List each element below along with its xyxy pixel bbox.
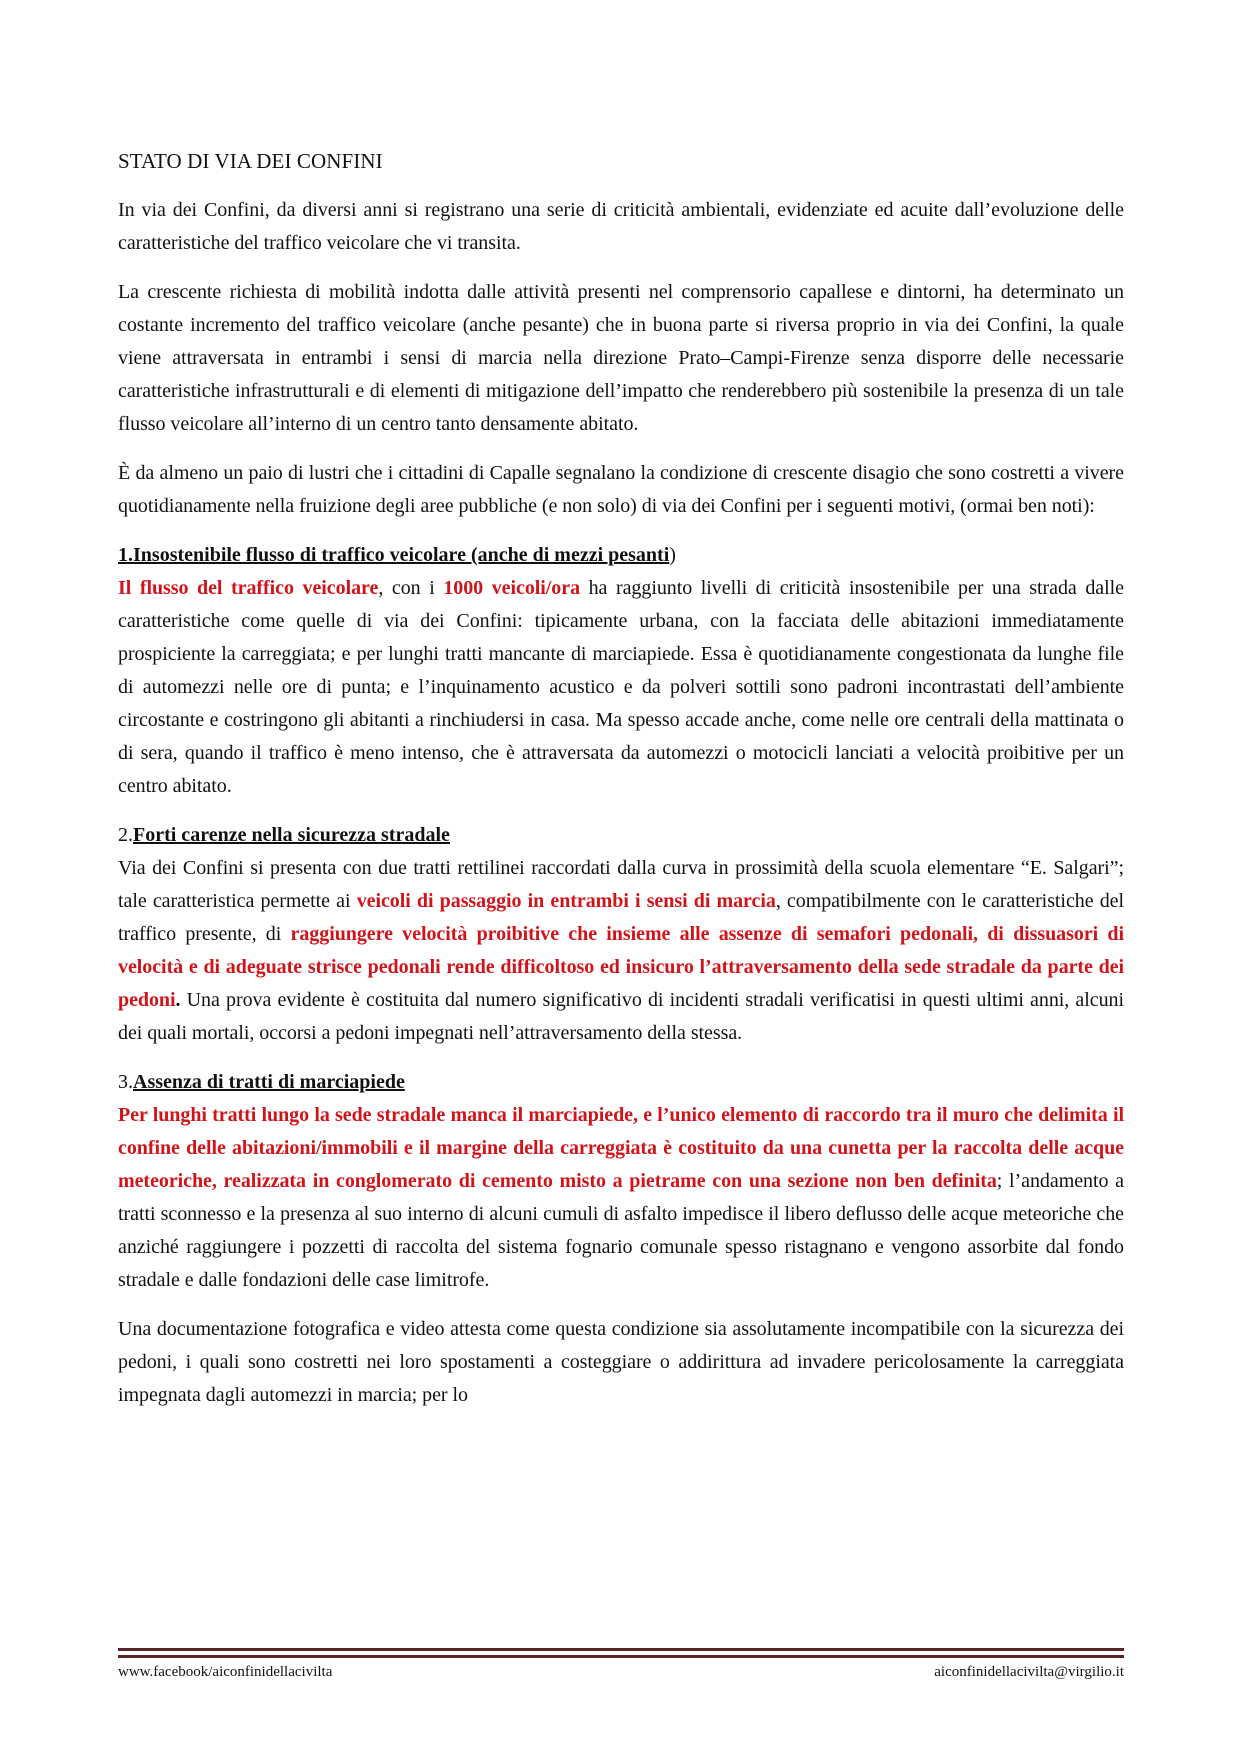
intro-paragraph-3: È da almeno un paio di lustri che i cittadini di Capalle segnalano la condizione di crescente disagio che sono costretti a vivere quotidianamente nella fruizione degli aree pubbliche (e non solo) di via dei Confini per i seguenti motivi, (ormai ben noti): xyxy=(118,462,1124,517)
section-2-title: Forti carenze nella sicurezza stradale xyxy=(133,824,450,846)
body-text: . xyxy=(175,989,181,1011)
page-footer xyxy=(118,1662,1124,1682)
body-text: Via dei Confini si presenta con due tratti rettilinei raccordati dalla curva in prossimità della scuola elementare “E. Salgari”; tale caratteristica permette ai xyxy=(118,857,1124,912)
section-2-number: 2. xyxy=(118,824,133,846)
closing-paragraph: Una documentazione fotografica e video attesta come questa condizione sia assolutamente incompatibile con la sicurezza dei pedoni, i quali sono costretti nei loro spostamenti a costeggiare o addirittura ad invadere pericolosamente la carreggiata impegnata dagli automezzi in marcia; per lo xyxy=(118,1318,1124,1406)
section-1-heading xyxy=(118,539,1124,572)
body-text: ha raggiunto livelli di criticità insostenibile per una strada dalle caratteristiche come quelle di via dei Confini: tipicamente urbana, con la facciata delle abitazioni immediatamente prospiciente la carreggiata; e per lunghi tratti mancante di marciapiede. Essa è quotidianamente congestionata da lunghe file di automezzi nelle ore di punta; e l’inquinamento acustico e da polveri sottili sono padroni incontrastati dell’ambiente circostante e costringono gli abitanti a rinchiudersi in casa. Ma spesso accade anche, come nelle ore centrali della mattinata o di sera, quando il traffico è meno intenso, che è attraversata da automezzi o motocicli lanciati a velocità proibitive per un centro abitato. xyxy=(118,577,1124,797)
section-3-number: 3. xyxy=(118,1071,133,1093)
section-3-heading xyxy=(118,1066,1124,1099)
body-text: , compatibilmente con le caratteristiche del traffico presente, di xyxy=(118,890,1124,945)
body-text: ; l’andamento a tratti sconnesso e la presenza al suo interno di alcuni cumuli di asfalto impedisce il libero deflusso delle acque meteoriche che anziché raggiungere i pozzetti di raccolta del sistema fognario comunale spesso ristagnano e vengono assorbite dal fondo stradale e dalle fondazioni delle case limitrofe. xyxy=(118,1170,1124,1291)
emphasis-text: Il flusso del traffico veicolare xyxy=(118,577,379,599)
body-text: Una prova evidente è costituita dal numero significativo di incidenti stradali verificatisi in questi ultimi anni, alcuni dei quali mortali, occorsi a pedoni impegnati nell’attraversamento della stessa. xyxy=(118,989,1124,1044)
section-1-number: 1. xyxy=(118,544,133,566)
emphasis-text: veicoli di passaggio in entrambi i sensi di marcia xyxy=(356,890,776,912)
emphasis-text: raggiungere velocità proibitive che insieme alle assenze di semafori pedonali, di dissuasori di velocità e di adeguate strisce pedonali rende difficoltoso ed insicuro l’attraversamento della sede stradale da parte dei pedoni xyxy=(118,923,1124,1011)
document-page xyxy=(118,146,1124,1428)
footer-rule-bottom xyxy=(118,1655,1124,1658)
emphasis-text: Per lunghi tratti lungo la sede stradale manca il marciapiede, e l’unico elemento di raccordo tra il muro che delimita il confine delle abitazioni/immobili e il margine della carreggiata è costituito da una cunetta per la raccolta delle acque meteoriche, realizzata in conglomerato di cemento misto a pietrame con una sezione non ben definita xyxy=(118,1104,1124,1192)
footer-rule-top xyxy=(118,1648,1124,1651)
emphasis-text: 1000 veicoli/ora xyxy=(443,577,581,599)
section-1-body xyxy=(118,572,1124,803)
document-title: STATO DI VIA DEI CONFINI xyxy=(118,149,383,173)
section-1-heading-text xyxy=(118,544,669,566)
section-3-title: Assenza di tratti di marciapiede xyxy=(133,1071,405,1093)
section-2-body xyxy=(118,852,1124,1050)
section-3-body xyxy=(118,1099,1124,1297)
intro-paragraph-1: In via dei Confini, da diversi anni si registrano una serie di criticità ambientali, evidenziate ed acuite dall’evoluzione delle caratteristiche del traffico veicolare che vi transita. xyxy=(118,199,1124,254)
section-2-heading xyxy=(118,819,1124,852)
body-text: , con i xyxy=(378,577,444,599)
footer-facebook-link[interactable]: www.facebook/aiconfinidellacivilta xyxy=(118,1664,333,1680)
section-1-title: Insostenibile flusso di traffico veicolare (anche di mezzi pesanti xyxy=(133,544,670,566)
intro-paragraph-2: La crescente richiesta di mobilità indotta dalle attività presenti nel comprensorio capallese e dintorni, ha determinato un costante incremento del traffico veicolare (anche pesante) che in buona parte si riversa proprio in via dei Confini, la quale viene attraversata in entrambi i sensi di marcia nella direzione Prato–Campi-Firenze senza disporre delle necessarie caratteristiche infrastrutturali e di elementi di mitigazione dell’impatto che renderebbero più sostenibile la presenza di un tale flusso veicolare all’interno di un centro tanto densamente abitato. xyxy=(118,281,1124,435)
section-1-heading-suffix: ) xyxy=(669,544,676,566)
footer-email-link[interactable]: aiconfinidellacivilta@virgilio.it xyxy=(934,1664,1124,1680)
